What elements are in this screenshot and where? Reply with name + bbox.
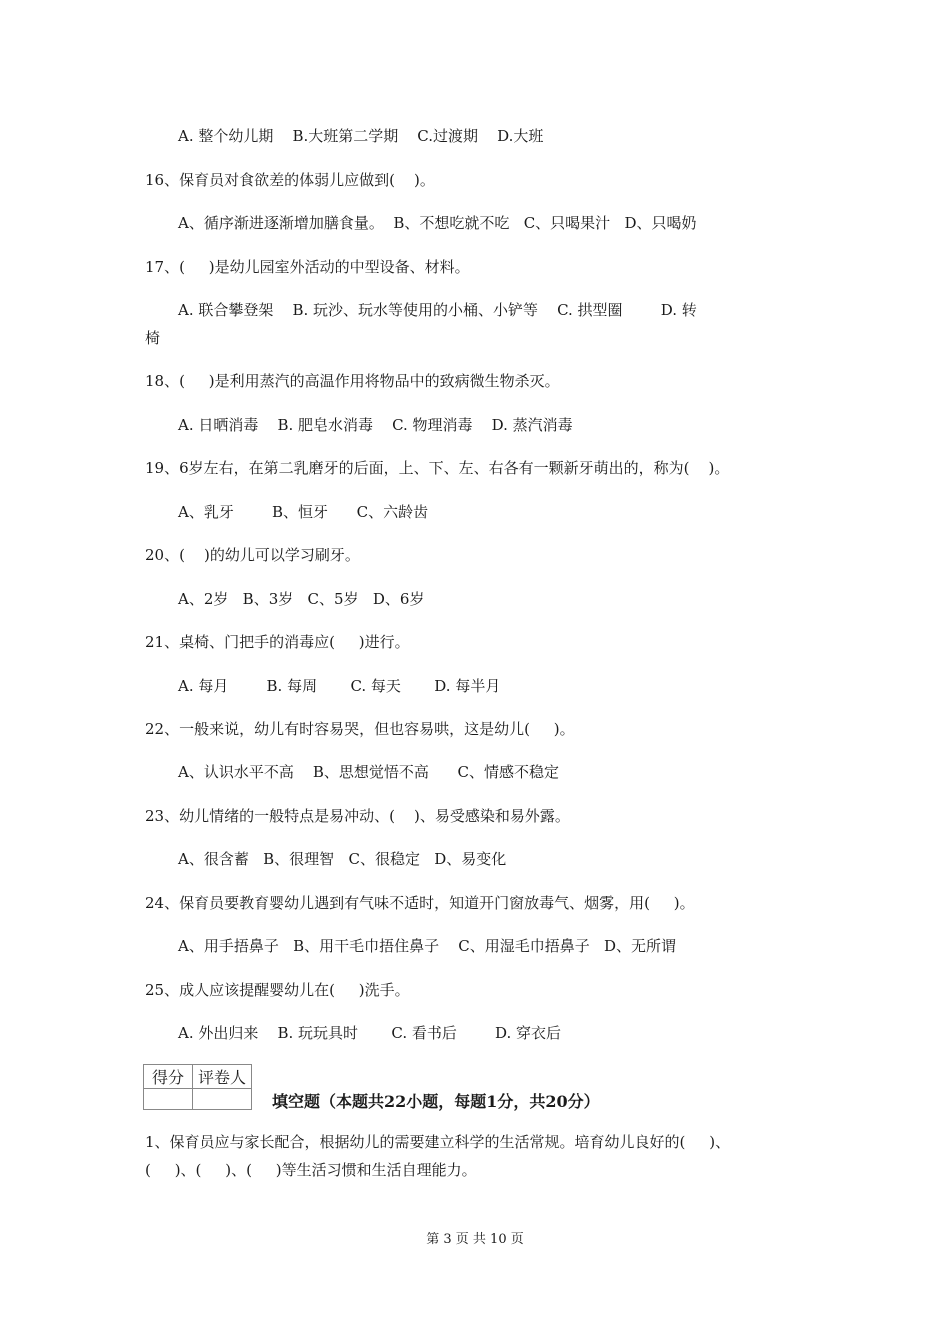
q17-question: 17、( )是幼儿园室外活动的中型设备、材料。	[145, 258, 470, 276]
q24-question: 24、保育员要教育婴幼儿遇到有气味不适时，知道开门窗放毒气、烟雾，用( )。	[145, 894, 695, 912]
q22-question: 22、一般来说，幼儿有时容易哭，但也容易哄，这是幼儿( )。	[145, 720, 575, 738]
q20-options: A、2岁 B、3岁 C、5岁 D、6岁	[178, 590, 425, 608]
q22-options: A、认识水平不高 B、思想觉悟不高 C、情感不稳定	[178, 763, 560, 781]
section-title: 填空题（本题共22小题，每题1分，共20分）	[272, 1092, 600, 1111]
q15-options: A. 整个幼儿期 B.大班第二学期 C.过渡期 D.大班	[178, 127, 544, 145]
fill-q1-line2: ( )、( )、( )等生活习惯和生活自理能力。	[145, 1161, 477, 1179]
q19-options: A、乳牙 B、恒牙 C、六龄齿	[178, 503, 429, 521]
q25-question: 25、成人应该提醒婴幼儿在( )洗手。	[145, 981, 410, 999]
q16-options: A、循序渐进逐渐增加膳食量。 B、不想吃就不吃 C、只喝果汁 D、只喝奶	[178, 214, 697, 232]
score-label: 得分	[144, 1065, 193, 1089]
score-box	[143, 1064, 252, 1110]
q21-question: 21、桌椅、门把手的消毒应( )进行。	[145, 633, 410, 651]
q24-options: A、用手捂鼻子 B、用干毛巾捂住鼻子 C、用湿毛巾捂鼻子 D、无所谓	[178, 937, 677, 955]
q19-question: 19、6岁左右，在第二乳磨牙的后面，上、下、左、右各有一颗新牙萌出的，称为( )。	[145, 459, 730, 477]
q23-options: A、很含蓄 B、很理智 C、很稳定 D、易变化	[178, 850, 507, 868]
q23-question: 23、幼儿情绪的一般特点是易冲动、( )、易受感染和易外露。	[145, 807, 570, 825]
q18-options: A. 日晒消毒 B. 肥皂水消毒 C. 物理消毒 D. 蒸汽消毒	[178, 416, 573, 434]
fill-q1-line1: 1、保育员应与家长配合，根据幼儿的需要建立科学的生活常规。培育幼儿良好的( )、	[145, 1133, 731, 1151]
q18-question: 18、( )是利用蒸汽的高温作用将物品中的致病微生物杀灭。	[145, 372, 560, 390]
q25-options: A. 外出归来 B. 玩玩具时 C. 看书后 D. 穿衣后	[178, 1024, 562, 1042]
grader-cell	[193, 1089, 252, 1110]
score-cell	[144, 1089, 193, 1110]
q16-question: 16、保育员对食欲差的体弱儿应做到( )。	[145, 171, 435, 189]
q17-options: A. 联合攀登架 B. 玩沙、玩水等使用的小桶、小铲等 C. 拱型圈 D. 转	[178, 301, 697, 319]
page-footer: 第 3 页 共 10 页	[426, 1232, 524, 1247]
q20-question: 20、( )的幼儿可以学习刷牙。	[145, 546, 360, 564]
q21-options: A. 每月 B. 每周 C. 每天 D. 每半月	[178, 677, 501, 695]
grader-label: 评卷人	[193, 1065, 252, 1089]
q17-options-wrap: 椅	[145, 329, 161, 347]
